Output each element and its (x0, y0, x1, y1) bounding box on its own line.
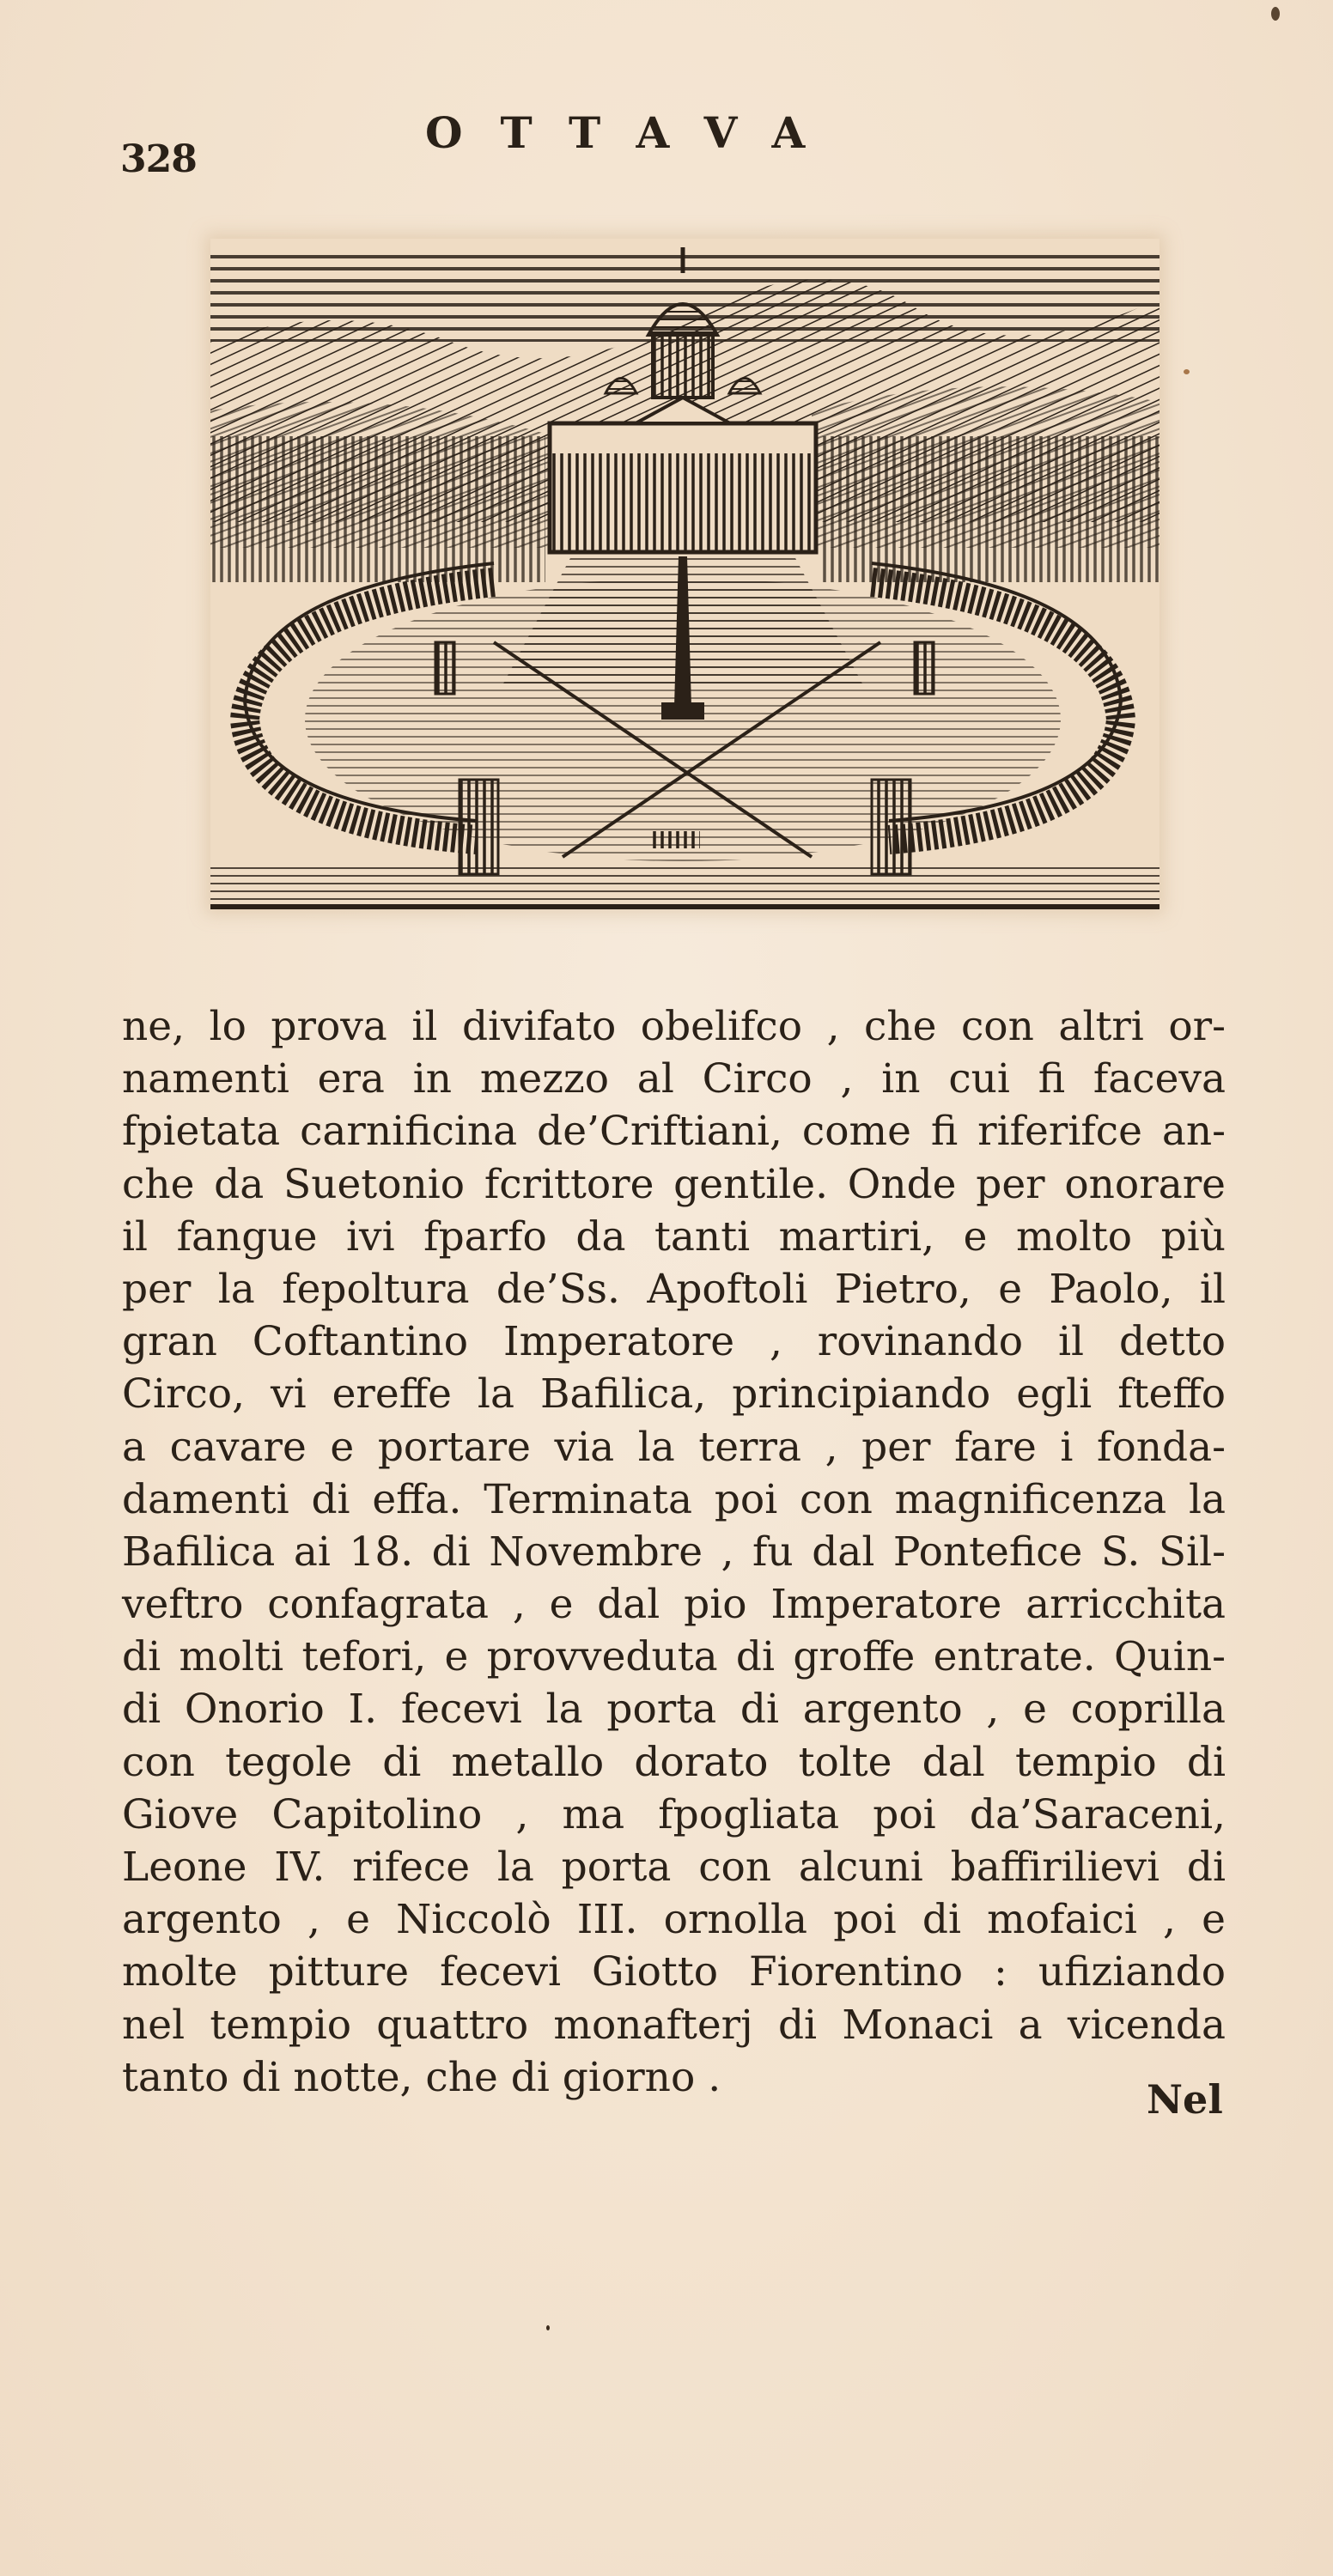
text-line: argento , e Niccolò III. ornolla poi di mofaici , e (122, 1896, 1226, 1944)
engraving-illustration (210, 239, 1160, 909)
text-line: Bafilica ai 18. di Novembre , fu dal Pontefice S. Sil- (122, 1528, 1226, 1576)
text-line: fpietata carnificina de’Criftiani, come fi riferifce an- (122, 1108, 1226, 1156)
text-line: per la fepoltura de’Ss. Apoftoli Pietro, e Paolo, il (122, 1265, 1226, 1313)
text-line: veftro confagrata , e dal pio Imperatore arricchita (122, 1581, 1226, 1629)
text-line: damenti di effa. Terminata poi con magnificenza la (122, 1475, 1226, 1523)
text-line: nel tempio quattro monafterj di Monaci a vicenda (122, 2001, 1226, 2049)
text-line: gran Coftantino Imperatore , rovinando il detto (122, 1318, 1226, 1366)
text-line: che da Suetonio fcrittore gentile. Onde per onorare (122, 1160, 1226, 1208)
text-line: ne, lo prova il divifato obelifco , che con altri or- (122, 1003, 1226, 1050)
text-line: namenti era in mezzo al Circo , in cui fi faceva (122, 1055, 1226, 1103)
text-line: a cavare e portare via la terra , per fare i fonda- (122, 1423, 1226, 1471)
page-number: 328 (120, 137, 197, 181)
text-line: Circo, vi ereffe la Bafilica, principiando egli fteffo (122, 1370, 1226, 1419)
text-line: con tegole di metallo dorato tolte dal tempio di (122, 1738, 1226, 1786)
text-line: molte pitture fecevi Giotto Fiorentino : ufiziando (122, 1948, 1226, 1996)
text-line: di molti tefori, e provveduta di groffe entrate. Quin- (122, 1633, 1226, 1681)
body-text (122, 1000, 1226, 2104)
text-line: Leone IV. rifece la porta con alcuni baffirilievi di (122, 1844, 1226, 1891)
text-line: Giove Capitolino , ma fpogliata poi da’Saraceni, (122, 1790, 1226, 1838)
paper-foxing-spot (1271, 7, 1280, 21)
text-line: di Onorio I. fecevi la porta di argento , e coprilla (122, 1686, 1226, 1734)
running-head: OTTAVA (425, 107, 843, 158)
catchword: Nel (1147, 2076, 1223, 2123)
text-line: il fangue ivi fparfo da tanti martiri, e molto più (122, 1212, 1226, 1261)
paper-foxing-spot (546, 2325, 550, 2330)
text-line: tanto di notte, che di giorno . (122, 2053, 721, 2101)
basilica-piazza-engraving (210, 239, 1160, 904)
paper-foxing-spot (1184, 369, 1190, 374)
